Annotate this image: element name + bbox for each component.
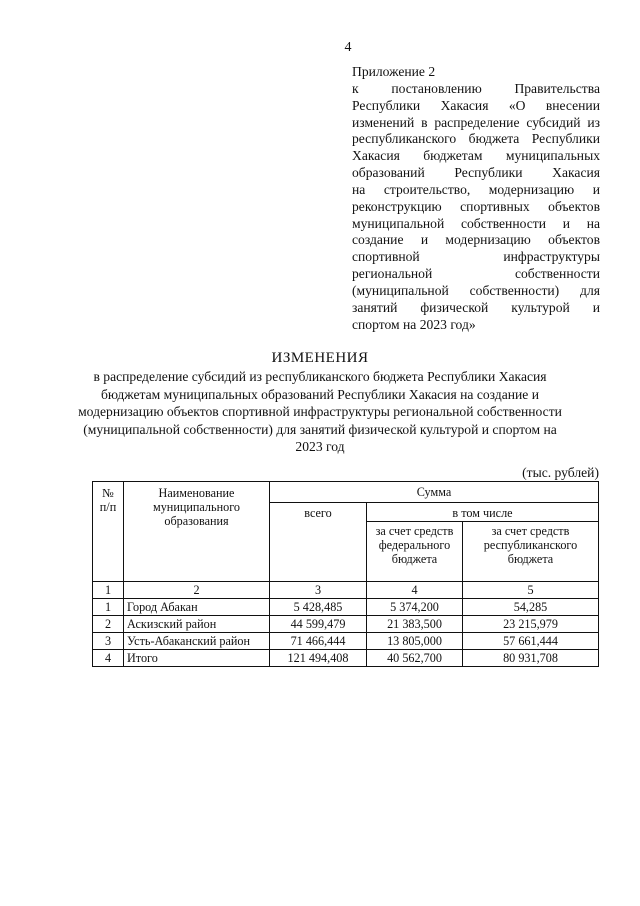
header-including: в том числе	[367, 503, 599, 522]
page-number: 4	[344, 40, 352, 55]
appendix-line: образований Республики Хакасия	[352, 165, 600, 181]
row-republic: 23 215,979	[463, 616, 599, 633]
row-federal: 5 374,200	[367, 599, 463, 616]
appendix-line: спортивной инфраструктуры	[352, 249, 600, 265]
column-number: 4	[367, 582, 463, 599]
appendix-line: Приложение 2	[352, 64, 436, 79]
row-total: 71 466,444	[270, 633, 367, 650]
document-subheading	[40, 368, 600, 456]
header-federal: за счет средств федерального бюджета	[367, 522, 463, 582]
row-name: Город Абакан	[124, 599, 270, 616]
column-number-row	[93, 582, 599, 599]
row-num: 2	[93, 616, 124, 633]
appendix-line: Хакасия бюджетам муниципальных	[352, 148, 600, 164]
column-number: 1	[93, 582, 124, 599]
table-row	[93, 633, 599, 650]
header-num: № п/п	[93, 482, 124, 582]
document-heading: ИЗМЕНЕНИЯ	[271, 350, 369, 366]
header-total: всего	[270, 503, 367, 582]
row-republic: 54,285	[463, 599, 599, 616]
appendix-line: создание и модернизацию объектов	[352, 232, 600, 248]
row-num: 3	[93, 633, 124, 650]
row-total: 44 599,479	[270, 616, 367, 633]
appendix-line: муниципальной собственности и на	[352, 215, 600, 231]
subheading-line: в распределение субсидий из республиканского бюджета Республики Хакасия	[93, 369, 547, 384]
appendix-reference	[352, 64, 600, 334]
subheading-line: 2023 год	[295, 439, 345, 454]
appendix-line: на строительство, модернизацию и	[352, 181, 600, 197]
row-federal: 13 805,000	[367, 633, 463, 650]
row-name: Итого	[124, 650, 270, 667]
appendix-line: к постановлению Правительства	[352, 80, 600, 96]
subheading-line: модернизацию объектов спортивной инфраструктуры региональной собственности	[78, 404, 562, 419]
row-republic: 57 661,444	[463, 633, 599, 650]
table-row	[93, 650, 599, 667]
appendix-line: занятий физической культурой и	[352, 299, 600, 315]
appendix-line: (муниципальной собственности) для	[352, 282, 600, 298]
appendix-line: реконструкцию спортивных объектов	[352, 198, 600, 214]
appendix-line: спортом на 2023 год»	[352, 316, 476, 332]
header-sum: Сумма	[270, 482, 599, 503]
table-row	[93, 599, 599, 616]
column-number: 2	[124, 582, 270, 599]
row-num: 4	[93, 650, 124, 667]
row-republic: 80 931,708	[463, 650, 599, 667]
appendix-line: Республики Хакасия «О внесении	[352, 97, 600, 113]
column-number: 5	[463, 582, 599, 599]
row-federal: 40 562,700	[367, 650, 463, 667]
table-row	[93, 616, 599, 633]
row-name: Аскизский район	[124, 616, 270, 633]
row-total: 5 428,485	[270, 599, 367, 616]
row-num: 1	[93, 599, 124, 616]
units-label: (тыс. рублей)	[522, 465, 599, 480]
header-row	[93, 482, 599, 503]
subheading-line: (муниципальной собственности) для занятий физической культурой и спортом на	[83, 421, 557, 437]
row-total: 121 494,408	[270, 650, 367, 667]
appendix-line: изменений в распределение субсидий из	[352, 114, 600, 130]
appendix-line: республиканского бюджета Республики	[352, 131, 600, 147]
row-federal: 21 383,500	[367, 616, 463, 633]
header-republic: за счет средств республиканского бюджета	[463, 522, 599, 582]
row-name: Усть-Абаканский район	[124, 633, 270, 650]
header-name: Наименование муниципального образования	[124, 482, 270, 582]
subsidy-table	[92, 481, 599, 667]
appendix-line: региональной собственности	[352, 266, 600, 282]
column-number: 3	[270, 582, 367, 599]
subheading-line: бюджетам муниципальных образований Республики Хакасия на создание и	[100, 386, 540, 402]
